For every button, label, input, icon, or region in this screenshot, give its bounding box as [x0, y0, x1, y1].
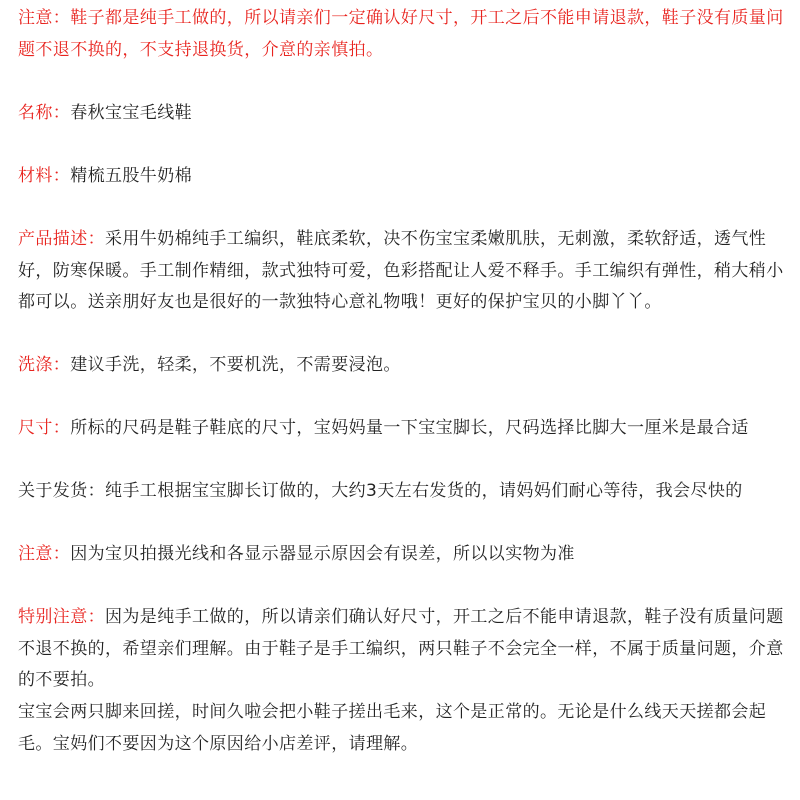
special-notice — [18, 602, 786, 697]
top-notice-label: 注意： — [18, 8, 71, 28]
shipping-info — [18, 476, 786, 508]
color-notice-label: 注意： — [18, 544, 71, 564]
pilling-note — [18, 697, 786, 760]
color-notice-text: 因为宝贝拍摄光线和各显示器显示原因会有误差，所以以实物为准 — [70, 544, 575, 564]
washing-instructions — [18, 350, 786, 382]
color-notice — [18, 539, 786, 571]
shipping-text: 关于发货：纯手工根据宝宝脚长订做的，大约3天左右发货的，请妈妈们耐心等待，我会尽快的 — [18, 481, 743, 501]
product-material-value: 精梳五股牛奶棉 — [70, 166, 193, 186]
product-material — [18, 161, 786, 193]
product-description — [18, 224, 786, 319]
size-text: 所标的尺码是鞋子鞋底的尺寸，宝妈妈量一下宝宝脚长，尺码选择比脚大一厘米是最合适 — [70, 418, 749, 438]
product-name-label: 名称： — [18, 103, 71, 123]
product-description-label: 产品描述： — [18, 229, 105, 249]
product-name-value: 春秋宝宝毛线鞋 — [70, 103, 193, 123]
washing-label: 洗涤： — [18, 355, 71, 375]
product-material-label: 材料： — [18, 166, 71, 186]
washing-text: 建议手洗，轻柔，不要机洗，不需要浸泡。 — [70, 355, 401, 375]
top-notice — [18, 3, 786, 66]
size-info — [18, 413, 786, 445]
product-description-text: 采用牛奶棉纯手工编织，鞋底柔软，决不伤宝宝柔嫩肌肤，无刺激，柔软舒适，透气性好，防寒保暖。手工制作精细，款式独特可爱，色彩搭配让人爱不释手。手工编织有弹性，稍大稍小都可以。送亲朋好友也是很好的一款独特心意礼物哦！更好的保护宝贝的小脚丫丫。 — [18, 229, 784, 312]
product-name — [18, 98, 786, 130]
special-notice-text: 因为是纯手工做的，所以请亲们确认好尺寸，开工之后不能申请退款，鞋子没有质量问题不退不换的，希望亲们理解。由于鞋子是手工编织，两只鞋子不会完全一样，不属于质量问题，介意的不要拍。 — [18, 607, 784, 690]
special-notice-label: 特别注意： — [18, 607, 105, 627]
pilling-note-text: 宝宝会两只脚来回搓，时间久啦会把小鞋子搓出毛来，这个是正常的。无论是什么线天天搓都会起毛。宝妈们不要因为这个原因给小店差评，请理解。 — [18, 702, 767, 754]
top-notice-text: 鞋子都是纯手工做的，所以请亲们一定确认好尺寸，开工之后不能申请退款，鞋子没有质量问题不退不换的，不支持退换货，介意的亲慎拍。 — [18, 8, 784, 60]
size-label: 尺寸： — [18, 418, 71, 438]
